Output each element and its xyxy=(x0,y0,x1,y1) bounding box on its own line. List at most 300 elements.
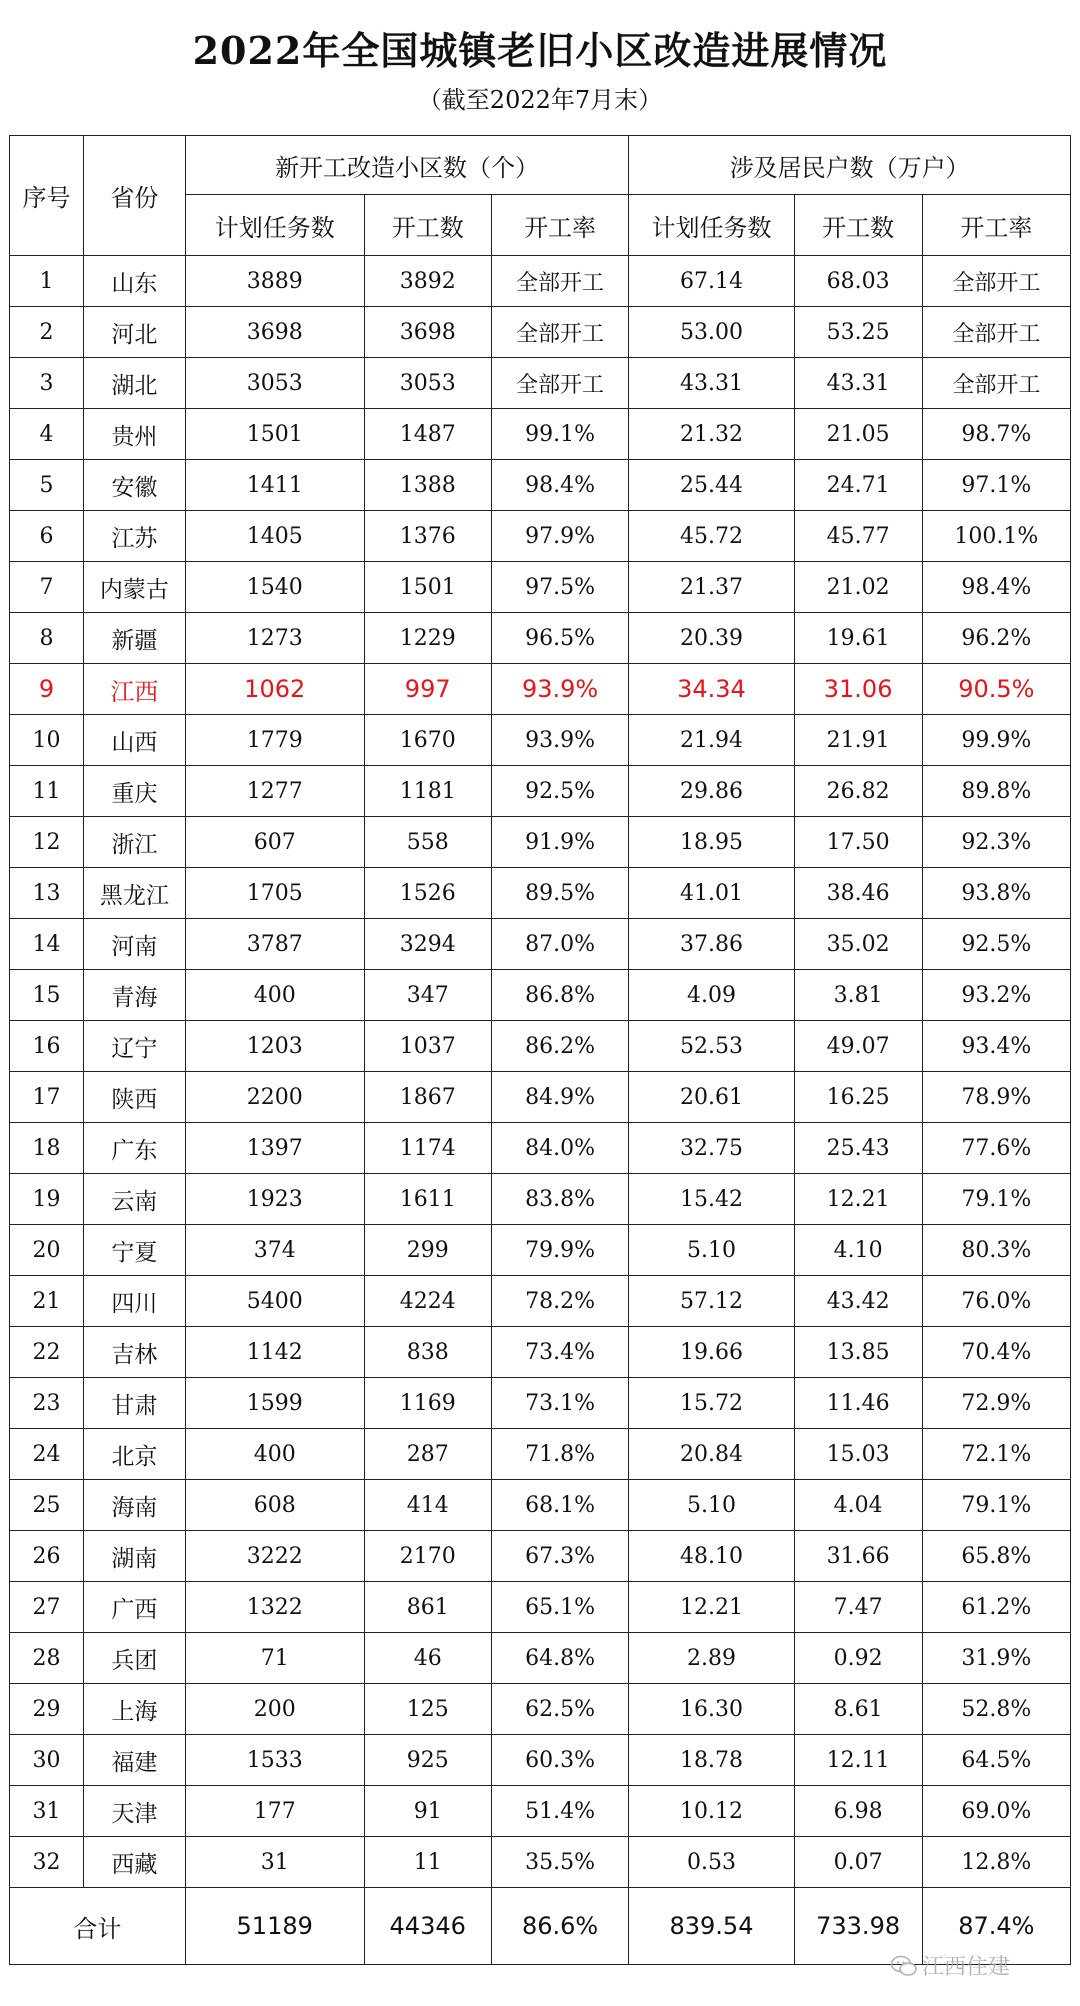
row-seq: 23 xyxy=(10,1378,84,1429)
row-cell: 68.1% xyxy=(491,1480,629,1531)
row-cell: 5400 xyxy=(185,1276,364,1327)
row-cell: 64.8% xyxy=(491,1633,629,1684)
row-cell: 1705 xyxy=(185,868,364,919)
row-cell: 24.71 xyxy=(794,460,922,511)
table-row xyxy=(10,1837,1071,1888)
table-row xyxy=(10,817,1071,868)
row-cell: 0.92 xyxy=(794,1633,922,1684)
row-province: 陕西 xyxy=(84,1072,186,1123)
row-cell: 15.03 xyxy=(794,1429,922,1480)
row-cell: 3698 xyxy=(185,307,364,358)
row-cell: 4.09 xyxy=(629,970,794,1021)
row-cell: 1487 xyxy=(364,409,491,460)
row-cell: 1397 xyxy=(185,1123,364,1174)
row-province: 黑龙江 xyxy=(84,868,186,919)
row-cell: 18.95 xyxy=(629,817,794,868)
row-cell: 93.8% xyxy=(922,868,1070,919)
row-cell: 18.78 xyxy=(629,1735,794,1786)
row-cell: 87.0% xyxy=(491,919,629,970)
row-cell: 2200 xyxy=(185,1072,364,1123)
row-seq: 8 xyxy=(10,613,84,664)
row-cell: 608 xyxy=(185,1480,364,1531)
row-cell: 2.89 xyxy=(629,1633,794,1684)
table-row xyxy=(10,1225,1071,1276)
table-row xyxy=(10,460,1071,511)
row-cell: 838 xyxy=(364,1327,491,1378)
row-seq: 24 xyxy=(10,1429,84,1480)
row-cell: 1388 xyxy=(364,460,491,511)
row-cell: 1229 xyxy=(364,613,491,664)
table-row xyxy=(10,766,1071,817)
row-cell: 1599 xyxy=(185,1378,364,1429)
watermark xyxy=(890,1950,1010,1981)
row-cell: 91.9% xyxy=(491,817,629,868)
row-cell: 31.9% xyxy=(922,1633,1070,1684)
row-cell: 1062 xyxy=(185,664,364,715)
row-cell: 1322 xyxy=(185,1582,364,1633)
row-seq: 20 xyxy=(10,1225,84,1276)
row-cell: 177 xyxy=(185,1786,364,1837)
row-cell: 3787 xyxy=(185,919,364,970)
row-cell: 1611 xyxy=(364,1174,491,1225)
row-cell: 92.3% xyxy=(922,817,1070,868)
row-seq: 27 xyxy=(10,1582,84,1633)
row-province: 西藏 xyxy=(84,1837,186,1888)
row-province: 宁夏 xyxy=(84,1225,186,1276)
row-province: 安徽 xyxy=(84,460,186,511)
row-cell: 52.53 xyxy=(629,1021,794,1072)
row-cell: 89.8% xyxy=(922,766,1070,817)
row-province: 重庆 xyxy=(84,766,186,817)
row-cell: 全部开工 xyxy=(491,307,629,358)
row-cell: 48.10 xyxy=(629,1531,794,1582)
table-row xyxy=(10,1021,1071,1072)
row-cell: 43.42 xyxy=(794,1276,922,1327)
row-seq: 28 xyxy=(10,1633,84,1684)
row-cell: 2170 xyxy=(364,1531,491,1582)
row-cell: 1273 xyxy=(185,613,364,664)
total-cell: 839.54 xyxy=(629,1888,794,1965)
row-cell: 125 xyxy=(364,1684,491,1735)
row-cell: 79.9% xyxy=(491,1225,629,1276)
row-cell: 1169 xyxy=(364,1378,491,1429)
row-cell: 20.39 xyxy=(629,613,794,664)
row-cell: 12.8% xyxy=(922,1837,1070,1888)
row-cell: 861 xyxy=(364,1582,491,1633)
row-province: 浙江 xyxy=(84,817,186,868)
row-seq: 7 xyxy=(10,562,84,613)
table-row xyxy=(10,1480,1071,1531)
row-cell: 79.1% xyxy=(922,1480,1070,1531)
row-seq: 4 xyxy=(10,409,84,460)
row-cell: 97.1% xyxy=(922,460,1070,511)
row-province: 河北 xyxy=(84,307,186,358)
page-title: 2022年全国城镇老旧小区改造进展情况 xyxy=(192,28,888,73)
row-cell: 0.07 xyxy=(794,1837,922,1888)
row-cell: 558 xyxy=(364,817,491,868)
row-cell: 93.9% xyxy=(491,715,629,766)
row-cell: 65.1% xyxy=(491,1582,629,1633)
row-seq: 29 xyxy=(10,1684,84,1735)
row-cell: 98.7% xyxy=(922,409,1070,460)
table-row xyxy=(10,358,1071,409)
row-cell: 4.04 xyxy=(794,1480,922,1531)
row-cell: 96.2% xyxy=(922,613,1070,664)
row-cell: 全部开工 xyxy=(922,358,1070,409)
table-row xyxy=(10,409,1071,460)
row-province: 河南 xyxy=(84,919,186,970)
row-cell: 8.61 xyxy=(794,1684,922,1735)
row-cell: 5.10 xyxy=(629,1480,794,1531)
row-cell: 21.32 xyxy=(629,409,794,460)
row-seq: 5 xyxy=(10,460,84,511)
row-cell: 1405 xyxy=(185,511,364,562)
row-seq: 13 xyxy=(10,868,84,919)
table-row xyxy=(10,1786,1071,1837)
row-seq: 30 xyxy=(10,1735,84,1786)
row-cell: 16.30 xyxy=(629,1684,794,1735)
row-cell: 70.4% xyxy=(922,1327,1070,1378)
row-cell: 84.0% xyxy=(491,1123,629,1174)
row-cell: 1174 xyxy=(364,1123,491,1174)
table-row xyxy=(10,1531,1071,1582)
row-cell: 45.72 xyxy=(629,511,794,562)
row-seq: 3 xyxy=(10,358,84,409)
total-cell: 44346 xyxy=(364,1888,491,1965)
row-cell: 97.5% xyxy=(491,562,629,613)
row-cell: 52.8% xyxy=(922,1684,1070,1735)
row-cell: 3222 xyxy=(185,1531,364,1582)
row-cell: 10.12 xyxy=(629,1786,794,1837)
row-province: 湖北 xyxy=(84,358,186,409)
header-group-communities: 新开工改造小区数（个） xyxy=(185,136,629,195)
watermark-text: 江西住建 xyxy=(922,1955,1011,1980)
row-cell: 全部开工 xyxy=(491,256,629,307)
row-seq: 2 xyxy=(10,307,84,358)
header-province: 省份 xyxy=(84,136,186,256)
progress-table xyxy=(9,135,1071,1965)
row-cell: 3053 xyxy=(364,358,491,409)
header-group-households: 涉及居民户数（万户） xyxy=(629,136,1071,195)
row-cell: 96.5% xyxy=(491,613,629,664)
row-cell: 60.3% xyxy=(491,1735,629,1786)
row-seq: 11 xyxy=(10,766,84,817)
row-cell: 299 xyxy=(364,1225,491,1276)
row-cell: 997 xyxy=(364,664,491,715)
table-row xyxy=(10,307,1071,358)
row-cell: 90.5% xyxy=(922,664,1070,715)
row-cell: 3053 xyxy=(185,358,364,409)
table-body xyxy=(10,256,1071,1888)
row-province: 广西 xyxy=(84,1582,186,1633)
header-row-1 xyxy=(10,136,1071,195)
row-cell: 86.8% xyxy=(491,970,629,1021)
table-row xyxy=(10,1582,1071,1633)
row-cell: 16.25 xyxy=(794,1072,922,1123)
header-rate: 开工率 xyxy=(491,195,629,256)
row-cell: 32.75 xyxy=(629,1123,794,1174)
row-cell: 400 xyxy=(185,1429,364,1480)
row-cell: 3698 xyxy=(364,307,491,358)
row-cell: 20.61 xyxy=(629,1072,794,1123)
row-seq: 12 xyxy=(10,817,84,868)
row-cell: 35.5% xyxy=(491,1837,629,1888)
row-cell: 15.72 xyxy=(629,1378,794,1429)
row-cell: 1277 xyxy=(185,766,364,817)
row-cell: 93.2% xyxy=(922,970,1070,1021)
row-cell: 43.31 xyxy=(629,358,794,409)
page-subtitle: （截至2022年7月末） xyxy=(417,86,663,114)
row-province: 吉林 xyxy=(84,1327,186,1378)
row-cell: 414 xyxy=(364,1480,491,1531)
row-cell: 31.06 xyxy=(794,664,922,715)
row-cell: 71.8% xyxy=(491,1429,629,1480)
row-cell: 64.5% xyxy=(922,1735,1070,1786)
row-cell: 41.01 xyxy=(629,868,794,919)
table-row xyxy=(10,970,1071,1021)
row-cell: 19.61 xyxy=(794,613,922,664)
row-cell: 26.82 xyxy=(794,766,922,817)
row-cell: 1779 xyxy=(185,715,364,766)
row-cell: 1923 xyxy=(185,1174,364,1225)
header-plan: 计划任务数 xyxy=(185,195,364,256)
row-cell: 93.9% xyxy=(491,664,629,715)
row-cell: 97.9% xyxy=(491,511,629,562)
row-cell: 57.12 xyxy=(629,1276,794,1327)
row-seq: 22 xyxy=(10,1327,84,1378)
row-province: 兵团 xyxy=(84,1633,186,1684)
row-cell: 76.0% xyxy=(922,1276,1070,1327)
row-cell: 1540 xyxy=(185,562,364,613)
row-cell: 1501 xyxy=(364,562,491,613)
row-cell: 12.11 xyxy=(794,1735,922,1786)
row-cell: 73.1% xyxy=(491,1378,629,1429)
table-row xyxy=(10,511,1071,562)
row-cell: 1867 xyxy=(364,1072,491,1123)
table-row xyxy=(10,664,1071,715)
row-cell: 53.00 xyxy=(629,307,794,358)
row-cell: 69.0% xyxy=(922,1786,1070,1837)
row-province: 湖南 xyxy=(84,1531,186,1582)
row-cell: 79.1% xyxy=(922,1174,1070,1225)
table-row xyxy=(10,1174,1071,1225)
table-row xyxy=(10,562,1071,613)
row-cell: 12.21 xyxy=(794,1174,922,1225)
row-seq: 18 xyxy=(10,1123,84,1174)
row-cell: 6.98 xyxy=(794,1786,922,1837)
row-cell: 68.03 xyxy=(794,256,922,307)
row-province: 广东 xyxy=(84,1123,186,1174)
row-cell: 38.46 xyxy=(794,868,922,919)
row-cell: 15.42 xyxy=(629,1174,794,1225)
row-province: 福建 xyxy=(84,1735,186,1786)
row-province: 内蒙古 xyxy=(84,562,186,613)
row-cell: 607 xyxy=(185,817,364,868)
row-cell: 78.9% xyxy=(922,1072,1070,1123)
row-cell: 1181 xyxy=(364,766,491,817)
row-seq: 9 xyxy=(10,664,84,715)
row-cell: 43.31 xyxy=(794,358,922,409)
row-province: 江苏 xyxy=(84,511,186,562)
row-cell: 84.9% xyxy=(491,1072,629,1123)
table-row xyxy=(10,919,1071,970)
row-cell: 1203 xyxy=(185,1021,364,1072)
total-cell: 51189 xyxy=(185,1888,364,1965)
table-row xyxy=(10,1633,1071,1684)
row-province: 甘肃 xyxy=(84,1378,186,1429)
header-plan: 计划任务数 xyxy=(629,195,794,256)
row-province: 北京 xyxy=(84,1429,186,1480)
header-rate: 开工率 xyxy=(922,195,1070,256)
row-cell: 86.2% xyxy=(491,1021,629,1072)
row-cell: 1670 xyxy=(364,715,491,766)
row-province: 海南 xyxy=(84,1480,186,1531)
row-cell: 21.02 xyxy=(794,562,922,613)
row-cell: 67.3% xyxy=(491,1531,629,1582)
row-cell: 3.81 xyxy=(794,970,922,1021)
row-cell: 全部开工 xyxy=(491,358,629,409)
row-seq: 25 xyxy=(10,1480,84,1531)
row-cell: 21.94 xyxy=(629,715,794,766)
row-province: 上海 xyxy=(84,1684,186,1735)
row-cell: 1037 xyxy=(364,1021,491,1072)
table-row xyxy=(10,613,1071,664)
row-cell: 91 xyxy=(364,1786,491,1837)
table-row xyxy=(10,1684,1071,1735)
row-seq: 1 xyxy=(10,256,84,307)
row-cell: 13.85 xyxy=(794,1327,922,1378)
row-cell: 31.66 xyxy=(794,1531,922,1582)
row-cell: 37.86 xyxy=(629,919,794,970)
table-row xyxy=(10,868,1071,919)
row-province: 江西 xyxy=(84,664,186,715)
row-cell: 98.4% xyxy=(491,460,629,511)
row-seq: 21 xyxy=(10,1276,84,1327)
row-cell: 83.8% xyxy=(491,1174,629,1225)
row-cell: 11.46 xyxy=(794,1378,922,1429)
row-province: 云南 xyxy=(84,1174,186,1225)
row-cell: 287 xyxy=(364,1429,491,1480)
row-cell: 1533 xyxy=(185,1735,364,1786)
table-row xyxy=(10,256,1071,307)
row-cell: 98.4% xyxy=(922,562,1070,613)
table-row xyxy=(10,1378,1071,1429)
row-cell: 77.6% xyxy=(922,1123,1070,1174)
row-cell: 51.4% xyxy=(491,1786,629,1837)
row-province: 山西 xyxy=(84,715,186,766)
row-cell: 全部开工 xyxy=(922,256,1070,307)
row-cell: 72.1% xyxy=(922,1429,1070,1480)
row-province: 青海 xyxy=(84,970,186,1021)
row-cell: 200 xyxy=(185,1684,364,1735)
row-seq: 17 xyxy=(10,1072,84,1123)
row-cell: 34.34 xyxy=(629,664,794,715)
row-cell: 25.43 xyxy=(794,1123,922,1174)
row-cell: 21.05 xyxy=(794,409,922,460)
row-cell: 92.5% xyxy=(922,919,1070,970)
row-cell: 31 xyxy=(185,1837,364,1888)
table-row xyxy=(10,1276,1071,1327)
row-cell: 21.37 xyxy=(629,562,794,613)
row-seq: 26 xyxy=(10,1531,84,1582)
row-cell: 3294 xyxy=(364,919,491,970)
row-province: 贵州 xyxy=(84,409,186,460)
row-cell: 4224 xyxy=(364,1276,491,1327)
row-cell: 46 xyxy=(364,1633,491,1684)
row-cell: 21.91 xyxy=(794,715,922,766)
row-cell: 35.02 xyxy=(794,919,922,970)
table-row xyxy=(10,715,1071,766)
row-cell: 1142 xyxy=(185,1327,364,1378)
row-cell: 7.47 xyxy=(794,1582,922,1633)
row-cell: 1526 xyxy=(364,868,491,919)
row-cell: 53.25 xyxy=(794,307,922,358)
row-cell: 374 xyxy=(185,1225,364,1276)
table-row xyxy=(10,1429,1071,1480)
table-row xyxy=(10,1123,1071,1174)
total-cell: 86.6% xyxy=(491,1888,629,1965)
row-cell: 5.10 xyxy=(629,1225,794,1276)
total-cell: 733.98 xyxy=(794,1888,922,1965)
header-started: 开工数 xyxy=(794,195,922,256)
row-cell: 67.14 xyxy=(629,256,794,307)
row-cell: 1501 xyxy=(185,409,364,460)
row-seq: 16 xyxy=(10,1021,84,1072)
row-cell: 20.84 xyxy=(629,1429,794,1480)
row-seq: 6 xyxy=(10,511,84,562)
row-cell: 1411 xyxy=(185,460,364,511)
row-cell: 17.50 xyxy=(794,817,922,868)
row-cell: 25.44 xyxy=(629,460,794,511)
row-cell: 347 xyxy=(364,970,491,1021)
header-started: 开工数 xyxy=(364,195,491,256)
row-cell: 3892 xyxy=(364,256,491,307)
row-seq: 10 xyxy=(10,715,84,766)
row-cell: 73.4% xyxy=(491,1327,629,1378)
row-province: 辽宁 xyxy=(84,1021,186,1072)
row-province: 天津 xyxy=(84,1786,186,1837)
row-province: 四川 xyxy=(84,1276,186,1327)
table-row xyxy=(10,1327,1071,1378)
total-cell: 87.4% xyxy=(922,1888,1070,1965)
table-row xyxy=(10,1735,1071,1786)
row-cell: 400 xyxy=(185,970,364,1021)
row-cell: 29.86 xyxy=(629,766,794,817)
row-seq: 19 xyxy=(10,1174,84,1225)
row-cell: 49.07 xyxy=(794,1021,922,1072)
row-cell: 1376 xyxy=(364,511,491,562)
wechat-icon xyxy=(890,1955,918,1977)
row-cell: 99.9% xyxy=(922,715,1070,766)
row-cell: 65.8% xyxy=(922,1531,1070,1582)
row-cell: 4.10 xyxy=(794,1225,922,1276)
row-cell: 100.1% xyxy=(922,511,1070,562)
row-cell: 99.1% xyxy=(491,409,629,460)
row-cell: 全部开工 xyxy=(922,307,1070,358)
table-row xyxy=(10,1072,1071,1123)
row-cell: 19.66 xyxy=(629,1327,794,1378)
row-cell: 12.21 xyxy=(629,1582,794,1633)
row-cell: 61.2% xyxy=(922,1582,1070,1633)
row-province: 新疆 xyxy=(84,613,186,664)
row-seq: 32 xyxy=(10,1837,84,1888)
row-cell: 72.9% xyxy=(922,1378,1070,1429)
row-seq: 31 xyxy=(10,1786,84,1837)
header-seq: 序号 xyxy=(10,136,84,256)
row-cell: 925 xyxy=(364,1735,491,1786)
row-province: 山东 xyxy=(84,256,186,307)
row-seq: 14 xyxy=(10,919,84,970)
